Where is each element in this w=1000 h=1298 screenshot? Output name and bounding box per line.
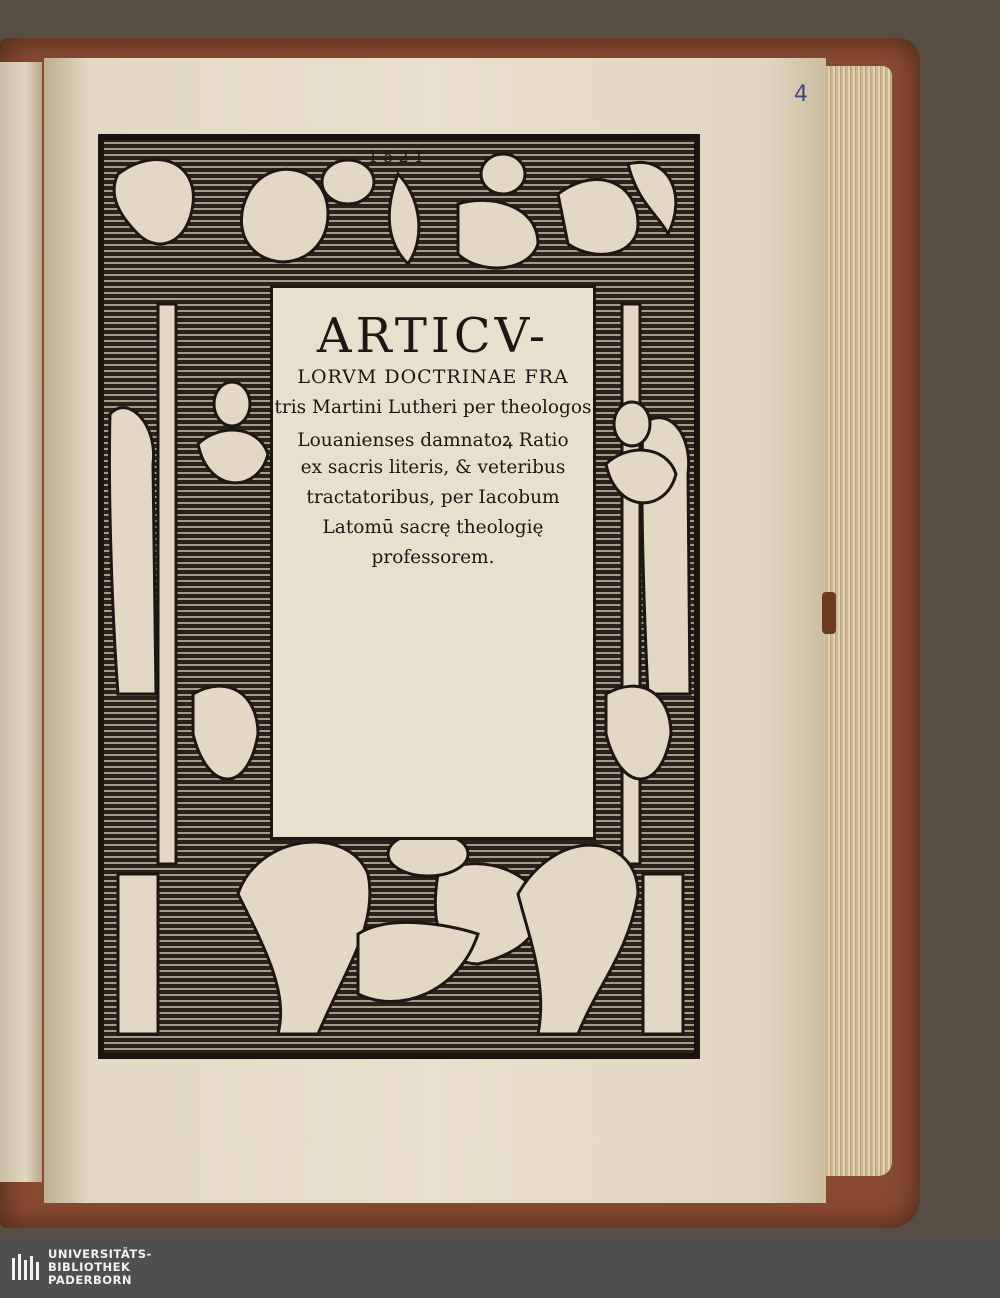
clasp [822, 592, 836, 634]
title-line-8: professorem. [371, 547, 495, 568]
frame-date: 1 5 2 1 [368, 147, 424, 166]
library-name [48, 1248, 152, 1287]
university-library-logo-icon [12, 1252, 42, 1284]
library-name-line-2: BIBLIOTHEK [48, 1260, 131, 1274]
title-line-2: LORVM DOCTRINAE FRA [297, 366, 569, 388]
title-line-1: ARTICV- [316, 308, 550, 364]
title-panel [270, 285, 596, 840]
left-page-edge [0, 62, 42, 1182]
library-name-line-3: PADERBORN [48, 1273, 133, 1287]
library-footer [0, 1236, 1000, 1298]
title-line-6: tractatoribus, per Iacobum [306, 487, 560, 508]
title-line-4: Louanienses damnatoꝝ Ratio [297, 430, 569, 451]
title-line-3: tris Martini Lutheri per theologos [274, 397, 592, 418]
folio-number: 4 [794, 82, 808, 107]
library-name-line-1: UNIVERSITÄTS- [48, 1247, 152, 1261]
title-line-7: Latomū sacrę theologię [322, 517, 544, 538]
title-line-5: ex sacris literis, & veteribus [300, 457, 566, 478]
woodcut-border [98, 134, 700, 1059]
